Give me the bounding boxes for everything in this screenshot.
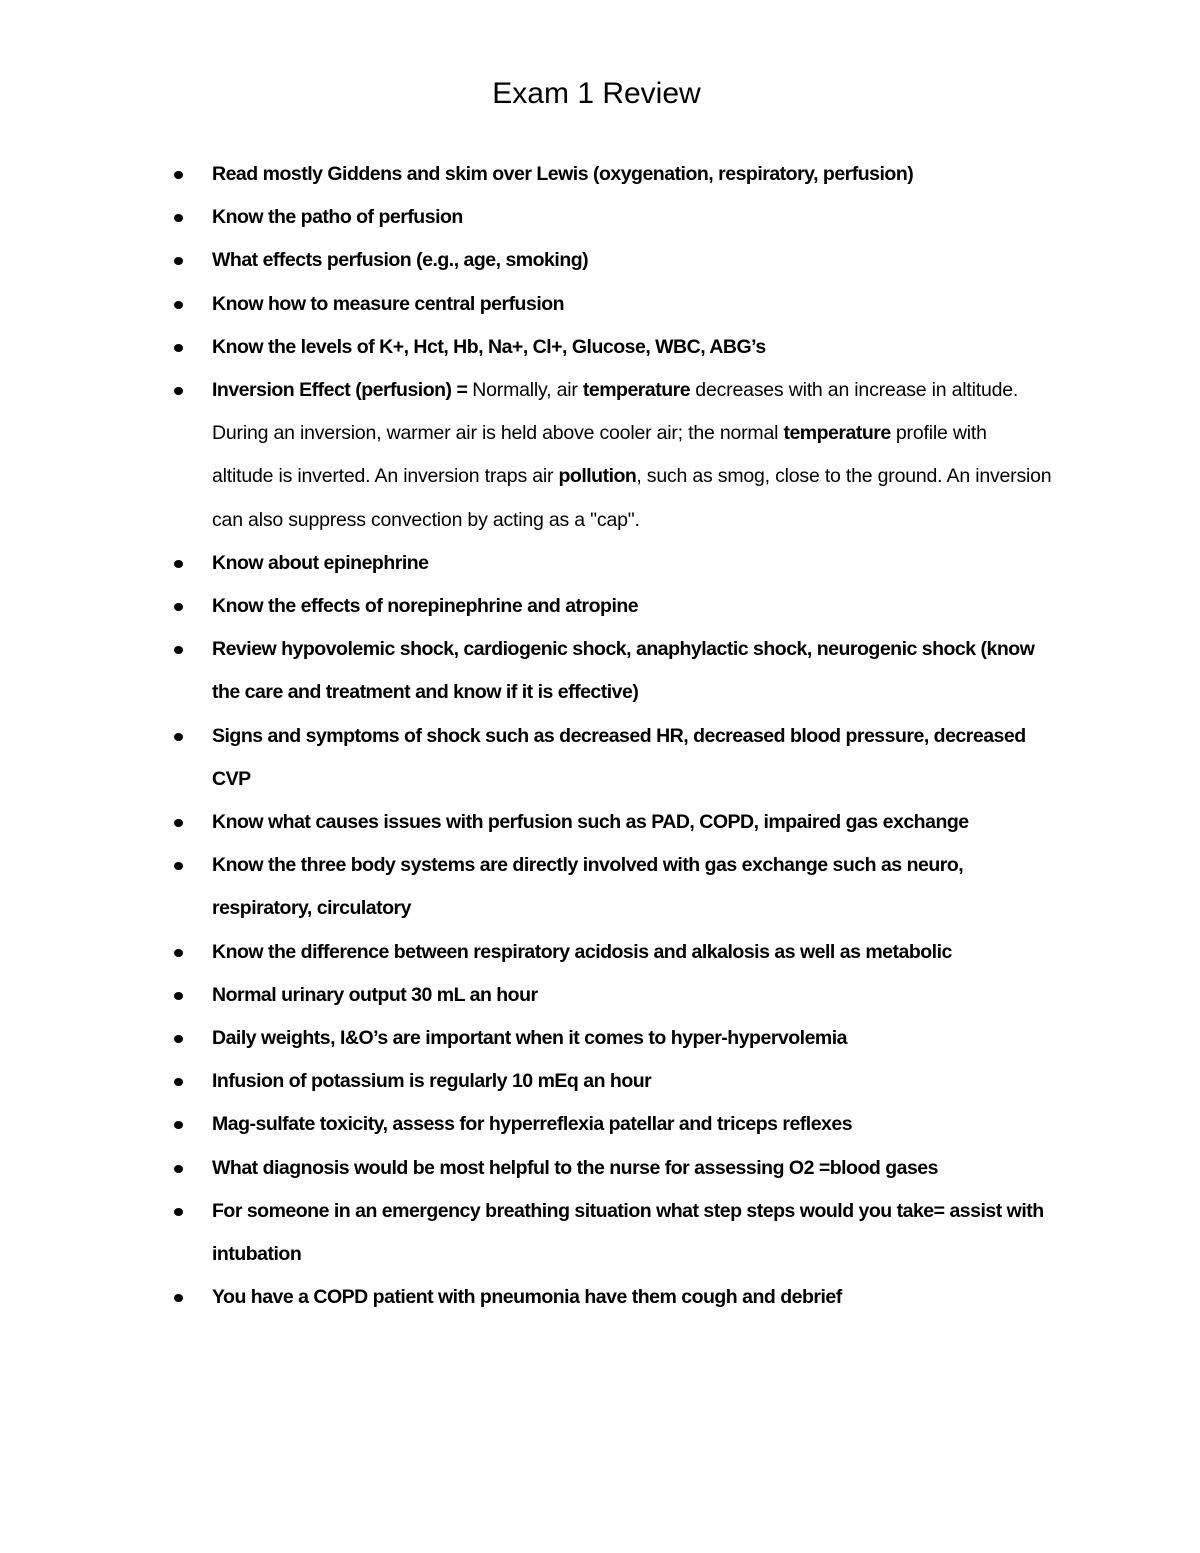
- bullet-icon: [174, 344, 183, 352]
- list-item-text: Know what causes issues with perfusion such as PAD, COPD, impaired gas exchange: [212, 811, 969, 834]
- list-item: [212, 1017, 1052, 1060]
- bullet-icon: [174, 949, 183, 957]
- list-item: [212, 585, 1052, 628]
- list-item: [212, 196, 1052, 239]
- list-item: [212, 153, 1052, 196]
- bullet-icon: [174, 1035, 183, 1043]
- bullet-icon: [174, 1208, 183, 1216]
- list-item: [212, 542, 1052, 585]
- bullet-icon: [174, 171, 183, 179]
- list-item-body: profile with altitude is inverted. An inversion traps air: [212, 422, 987, 488]
- list-item-text: Signs and symptoms of shock such as decreased HR, decreased blood pressure, decreased CVP: [212, 724, 1026, 790]
- list-item: [212, 1060, 1052, 1103]
- list-item-text: What diagnosis would be most helpful to the nurse for assessing O2 =blood gases: [212, 1156, 938, 1179]
- bullet-icon: [174, 733, 183, 741]
- list-item: [212, 239, 1052, 282]
- list-item-emphasis: temperature: [582, 379, 691, 402]
- list-item: [212, 715, 1052, 801]
- list-item-text: Know the effects of norepinephrine and atropine: [212, 595, 639, 618]
- list-item: [212, 974, 1052, 1017]
- list-item: [212, 326, 1052, 369]
- bullet-icon: [174, 603, 183, 611]
- bullet-icon: [174, 1294, 183, 1302]
- list-item-text: You have a COPD patient with pneumonia have them cough and debrief: [212, 1286, 842, 1309]
- list-item: [212, 628, 1052, 714]
- bullet-icon: [174, 992, 183, 1000]
- bullet-icon: [174, 560, 183, 568]
- list-item-text: Read mostly Giddens and skim over Lewis (oxygenation, respiratory, perfusion): [212, 163, 914, 185]
- list-item: [212, 844, 1052, 930]
- page-title: Exam 1 Review: [492, 77, 701, 110]
- list-item-text: Know the patho of perfusion: [212, 206, 463, 229]
- list-item-text: Know the difference between respiratory acidosis and alkalosis as well as metabolic: [212, 940, 952, 963]
- list-item-text: Infusion of potassium is regularly 10 mEq an hour: [212, 1070, 652, 1093]
- list-item-text: Normal urinary output 30 mL an hour: [212, 983, 538, 1006]
- bullet-icon: [174, 301, 183, 309]
- list-item-text: Mag-sulfate toxicity, assess for hyperreflexia patellar and triceps reflexes: [212, 1113, 853, 1136]
- list-item-text: What effects perfusion (e.g., age, smoking): [212, 249, 589, 272]
- list-item: [212, 1276, 1052, 1319]
- list-item-text: Review hypovolemic shock, cardiogenic shock, anaphylactic shock, neurogenic shock (know the care and treatment and know if it is effective): [212, 638, 1035, 704]
- bullet-icon: [174, 214, 183, 222]
- list-item-text: Daily weights, I&O’s are important when it comes to hyper-hypervolemia: [212, 1027, 848, 1050]
- list-item-emphasis: pollution: [558, 465, 637, 488]
- bullet-icon: [174, 862, 183, 870]
- list-item-inversion-effect: [212, 369, 1052, 542]
- list-item-text: Know how to measure central perfusion: [212, 292, 565, 315]
- list-item-text: Know the three body systems are directly involved with gas exchange such as neuro, respiratory, circulatory: [212, 854, 964, 920]
- list-item-text: Know the levels of K+, Hct, Hb, Na+, Cl+, Glucose, WBC, ABG’s: [212, 335, 766, 358]
- list-item-lead: Inversion Effect (perfusion) =: [212, 379, 473, 402]
- bullet-icon: [174, 387, 183, 395]
- bullet-icon: [174, 646, 183, 654]
- list-item-text: For someone in an emergency breathing situation what step steps would you take= assist with intubation: [212, 1199, 1044, 1266]
- list-item-body: decreases with an increase in altitude. During an inversion, warmer air is held above cooler air; the normal: [212, 379, 1019, 445]
- bullet-icon: [174, 1121, 183, 1129]
- list-item: [212, 1190, 1052, 1276]
- list-item-body: Normally, air: [472, 379, 583, 402]
- list-item: [212, 1103, 1052, 1146]
- bullet-icon: [174, 257, 183, 265]
- list-item: [212, 283, 1052, 326]
- bullet-icon: [174, 1078, 183, 1086]
- list-item: [212, 1147, 1052, 1190]
- review-list: [212, 153, 1052, 1319]
- bullet-icon: [174, 1165, 183, 1173]
- list-item-body: , such as smog, close to the ground. An inversion can also suppress convection by acting as a "cap".: [212, 465, 1052, 531]
- list-item: [212, 801, 1052, 844]
- list-item-text: Know about epinephrine: [212, 551, 429, 574]
- bullet-icon: [174, 819, 183, 827]
- list-item-emphasis: temperature: [783, 422, 891, 445]
- list-item: [212, 931, 1052, 974]
